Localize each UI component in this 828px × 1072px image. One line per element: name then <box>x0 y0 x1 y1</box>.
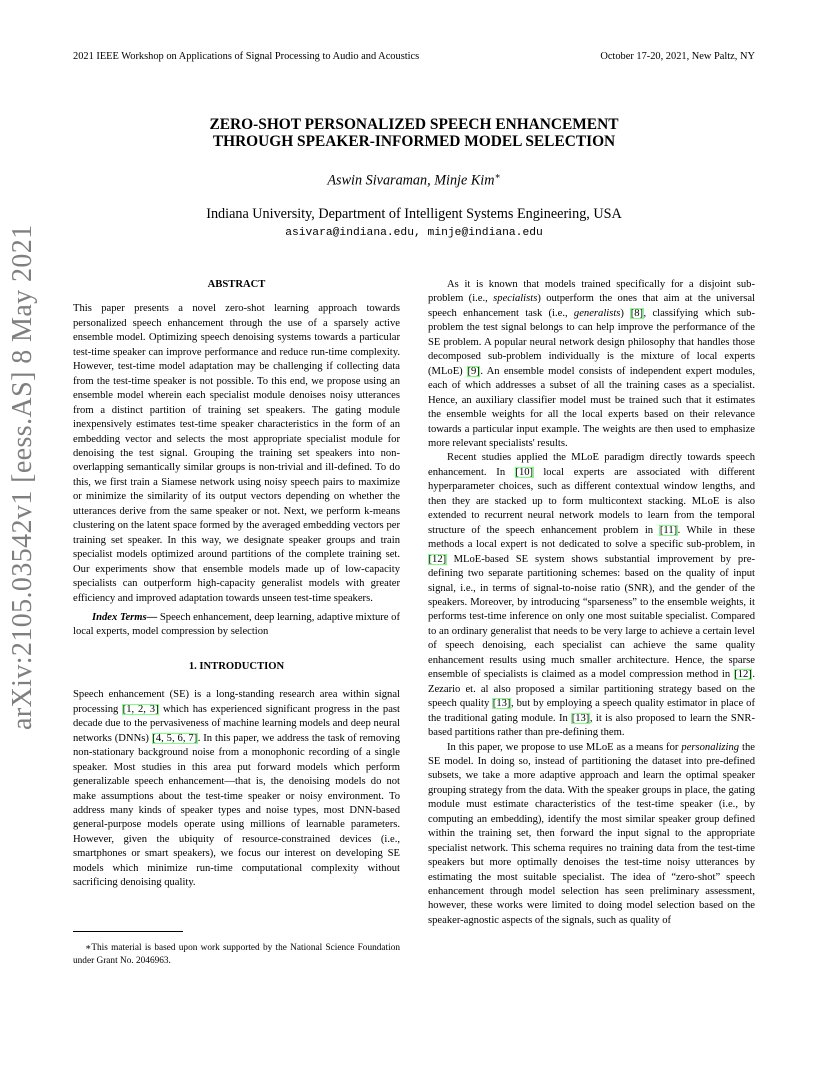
citation-link[interactable]: [9] <box>467 365 480 377</box>
text-run: . In this paper, we address the task of removing non-stationary background noise from a monophonic recording of a single speaker. Most studies in this area put forward models which perform generalizable speech enhancement—that is, the denoising models do not make assumptions about the test-time speaker or noisy environment. To address many kinds of speaker types and noise types, most DNN-based general-purpose models operate using millions of learnable parameters. However, given the ubiquity of resource-constrained devices (i.e., smartphones or smart speakers), we focus our interest on developing SE models which minimize run-time computational complexity without sacrificing denoising quality. <box>73 732 400 889</box>
emphasis: specialists <box>493 293 538 305</box>
text-run: Speech enhancement (SE) is a long-standing research area within signal processing <box>73 689 400 715</box>
arxiv-stamp: arXiv:2105.03542v1 [eess.AS] 8 May 2021 <box>7 224 38 730</box>
affiliation: Indiana University, Department of Intelligent Systems Engineering, USA <box>206 206 622 222</box>
intro-paragraph-1 <box>73 688 400 890</box>
citation-link[interactable]: [12] <box>428 553 447 565</box>
title-line-1: ZERO-SHOT PERSONALIZED SPEECH ENHANCEMENT <box>209 116 619 133</box>
right-paragraph-2 <box>428 451 755 740</box>
email-addresses: asivara@indiana.edu, minje@indiana.edu <box>285 227 543 239</box>
citation-link[interactable]: [12] <box>734 669 752 681</box>
running-header-left: 2021 IEEE Workshop on Applications of Signal Processing to Audio and Acoustics <box>73 51 420 62</box>
text-run: , it is also proposed to learn the SNR-based partitions rather than pre-defining them. <box>428 712 755 739</box>
intro-heading: 1. INTRODUCTION <box>188 660 285 672</box>
right-column <box>428 278 755 928</box>
footnote-rule <box>73 931 183 932</box>
right-paragraph-1 <box>428 278 755 451</box>
text-run: which has experienced significant progress in the past decade due to the pervasiveness of machine learning models and deep neural networks (DNNs) <box>73 703 400 744</box>
text-run: ) outperform the ones that aim at the universal speech enhancement task (i.e., <box>428 293 755 319</box>
text-run: , but by employing a speech quality estimator in place of the traditional gating module. In <box>428 698 756 724</box>
citation-link[interactable]: [8] <box>630 307 644 319</box>
text-run: . While in these methods a local expert is not dedicated to solve a specific sub-problem, in <box>428 524 755 551</box>
index-terms-label: Index Terms— <box>92 611 158 623</box>
index-terms-text: Speech enhancement, deep learning, adaptive mixture of local experts, model compression by selection <box>73 611 400 638</box>
citation-link[interactable]: [13] <box>492 698 511 710</box>
index-terms <box>73 611 400 640</box>
text-run: Recent studies applied the MLoE paradigm directly towards speech enhancement. In <box>428 452 755 478</box>
text-run: local experts are associated with different hyperparameter choices, such as different contextual window lengths, and then they are stacked up to form multicontext stacking. MLoE is also extended to recurrent neural network models to learn from the temporal structure of the speech enhancement problem in <box>428 466 755 536</box>
text-run: MLoE-based SE system shows substantial improvement by pre-defining two separate partitioning schemes: based on the quality of input signal, i.e., in terms of signal-to-noise ratio (SNR), and the gender of the speakers. Moreover, by introducing “sparseness” to the ensemble weights, it performs test-time inference on only one most suitable specialist. Compared to an ordinary generalist that needs to be very large to achieve a certain level of speech denoising, each specialist can achieve the same quality enhancement results using much smaller architecture. Hence, the sparse ensemble of specialists is claimed as a model compression method in <box>428 553 755 681</box>
author-names: Aswin Sivaraman, Minje Kim <box>327 172 495 189</box>
text-run: the SE model. In doing so, instead of partitioning the dataset into pre-defined subsets, we take a more adaptive approach and learn the optimal speaker grouping strategy from the data. With the speaker groups in place, the gating module must estimate characteristics of the test-time speaker (i.e., by computing an embedding), identify the most similar speaker group defined within the training set, then forward the input signal to the appropriate specialist network. This schema requires no training data from the test-time speakers but more optimally denoises the test-time noisy utterances by estimating the most suitable specialist. The idea of “zero-shot” speech enhancement through model selection has seen preliminary assessment, however, these works were limited to doing model selection based on the speaker-agnostic aspects of the signals, such as quality of <box>428 741 755 926</box>
paper-title <box>0 116 828 150</box>
text-run: ) <box>620 307 631 319</box>
citation-link[interactable]: [10] <box>515 466 534 478</box>
text-run: . An ensemble model consists of independent expert modules, each of which addresses a subset of all the training cases as a specialist. Hence, an auxiliary classifier model must be trained such that it estimates the ensemble weights for all the local experts based on their relevance towards a particular input example. The weights are then used to emphasize more relevant specialists' results. <box>428 365 755 449</box>
text-run: As it is known that models trained specifically for a disjoint sub-problem (i.e., <box>428 279 755 305</box>
abstract-text: This paper presents a novel zero-shot learning approach towards personalized speech enhancement through the use of a sparsely active ensemble model. Optimizing speech denoising systems towards a particular test-time speaker can improve performance and reduce run-time complexity. However, test-time model adaptation may be challenging if collecting data from the test-time speaker is not possible. To this end, we propose using an ensemble model wherein each specialist module denoises noisy utterances from a distinct partition of training set speakers. The gating module inexpensively estimates test-time speaker characteristics in the form of an embedding vector and selects the most appropriate specialist module for denoising the test signal. Grouping the training set speakers into non-overlapping semantically similar groups is non-trivial and ill-defined. To do this, we first train a Siamese network using noisy speech pairs to maximize or minimize the similarity of its output vectors depending on whether the utterances derive from the same speaker or not. Next, we perform k-means clustering on the latent space formed by the averaged embedding vectors per training set speaker. In this way, we designate speaker groups and train specialist models optimized around partitions of the complete training set. Our experiments show that ensemble models made up of low-capacity specialists can outperform high-capacity generalist models with greater efficiency and improved adaptation towards unseen test-time speakers. <box>73 303 400 604</box>
citation-link[interactable]: [4, 5, 6, 7] <box>152 732 198 744</box>
text-run: . Zezario et. al also proposed a similar partitioning strategy based on the speech quality <box>428 669 755 710</box>
emphasis: personalizing <box>681 741 740 753</box>
running-header-right: October 17-20, 2021, New Paltz, NY <box>600 51 755 62</box>
left-column <box>73 278 400 891</box>
right-paragraph-3 <box>428 741 755 929</box>
citation-link[interactable]: [13] <box>571 712 590 724</box>
footnote: ∗This material is based upon work supported by the National Science Foundation under Grant No. 2046963. <box>73 943 400 966</box>
authors <box>0 171 828 190</box>
abstract-heading: ABSTRACT <box>207 279 266 290</box>
footnote-mark: ∗ <box>494 171 501 181</box>
text-run: , classifying which sub-problem the test signal belongs to can help improve the performance of the SE problem. A popular neural network design philosophy that handles those decomposed sub-problem individually is the mixture of local experts (MLoE) <box>428 307 755 377</box>
citation-link[interactable]: [11] <box>659 524 678 536</box>
emphasis: generalists <box>573 307 621 319</box>
title-line-2: THROUGH SPEAKER-INFORMED MODEL SELECTION <box>212 133 616 150</box>
text-run: In this paper, we propose to use MLoE as a means for <box>447 741 682 753</box>
citation-link[interactable]: [1, 2, 3] <box>122 703 159 715</box>
